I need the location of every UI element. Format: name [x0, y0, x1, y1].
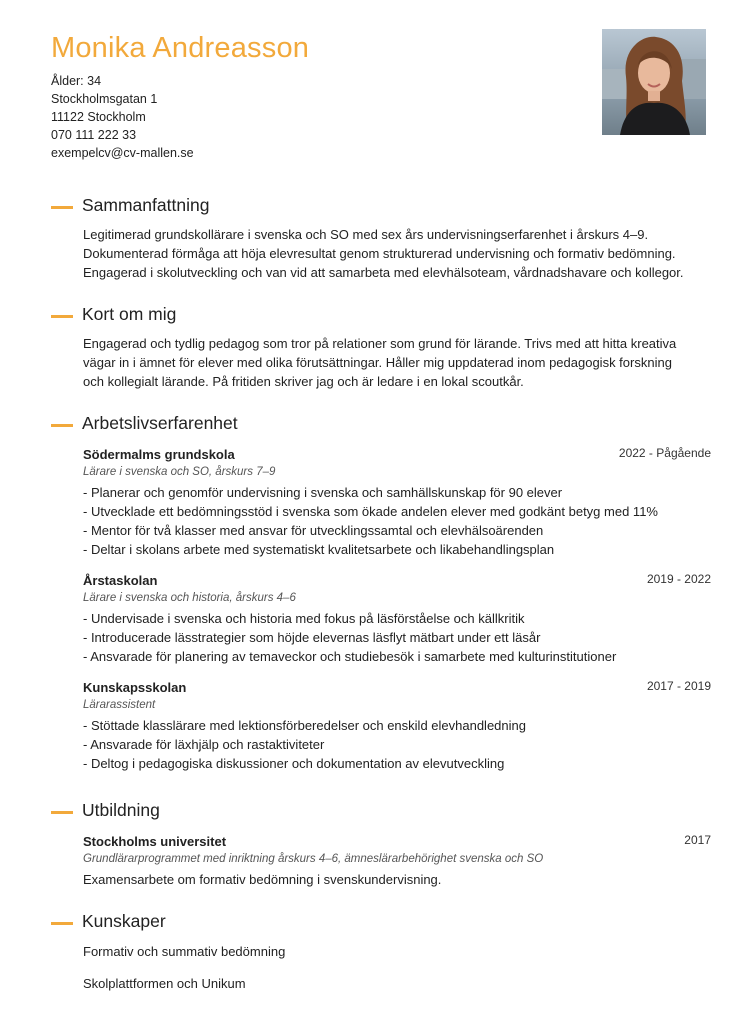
job-entry: [83, 572, 711, 666]
section-accent-bar: [51, 424, 73, 427]
job-bullet: - Ansvarade för planering av temaveckor och studiebesök i samarbete med kulturinstitutioner: [83, 649, 617, 664]
profile-photo: [602, 29, 706, 135]
section-accent-bar: [51, 922, 73, 925]
job-entry: [83, 446, 711, 559]
section-accent-bar: [51, 811, 73, 814]
summary-text: [83, 225, 711, 282]
experience-header: [51, 413, 711, 437]
summary-line: Legitimerad grundskollärare i svenska och SO med sex års undervisningserfarenhet i årskurs 4–9.: [83, 227, 649, 242]
about-header: [51, 304, 711, 328]
job-employer: Årstaskolan: [83, 573, 158, 588]
contact-age: Ålder: 34: [51, 74, 102, 88]
job-bullet: - Deltar i skolans arbete med systematiskt kvalitetsarbete och likabehandlingsplan: [83, 542, 555, 557]
skills-section: [51, 911, 711, 991]
job-bullet: - Planerar och genomför undervisning i svenska och samhällskunskap för 90 elever: [83, 485, 563, 500]
about-title: Kort om mig: [82, 304, 177, 324]
section-accent-bar: [51, 206, 73, 209]
about-text: [83, 334, 711, 391]
section-accent-bar: [51, 315, 73, 318]
skills-title: Kunskaper: [82, 911, 166, 931]
experience-section: [51, 413, 711, 773]
job-role: Lärare i svenska och historia, årskurs 4–6: [83, 592, 296, 604]
job-header: [83, 679, 711, 697]
job-bullet: - Utvecklade ett bedömningsstöd i svenska som ökade andelen elever med godkänt betyg med 11%: [83, 504, 658, 519]
job-header: [83, 572, 711, 590]
contact-city: 11122 Stockholm: [51, 110, 146, 124]
job-dates: 2017 - 2019: [646, 679, 711, 693]
job-bullet: - Stöttade klasslärare med lektionsförberedelser och enskild elevhandledning: [83, 718, 526, 733]
job-role: Lärare i svenska och SO, årskurs 7–9: [83, 466, 276, 478]
contact-email: exempelcv@cv-mallen.se: [51, 146, 194, 160]
skill-item: Skolplattformen och Unikum: [83, 976, 246, 991]
summary-title: Sammanfattning: [82, 195, 210, 215]
job-bullet: - Deltog i pedagogiska diskussioner och dokumentation av elevutveckling: [83, 756, 505, 771]
job-bullets: [83, 716, 711, 773]
education-program: Grundlärarprogrammet med inriktning årskurs 4–6, ämneslärarbehörighet svenska och SO: [83, 853, 544, 865]
summary-header: [51, 195, 711, 219]
job-entry: [83, 679, 711, 773]
contact-street: Stockholmsgatan 1: [51, 92, 158, 106]
job-employer: Södermalms grundskola: [83, 447, 235, 462]
education-entry-header: [83, 833, 711, 851]
job-dates: 2022 - Pågående: [618, 446, 711, 460]
skill-item: Formativ och summativ bedömning: [83, 944, 286, 959]
education-header: [51, 800, 711, 824]
education-entry: [83, 833, 711, 889]
job-bullet: - Mentor för två klasser med ansvar för utvecklingssamtal och elevhälsoärenden: [83, 523, 544, 538]
contact-info: [51, 72, 194, 162]
education-year: 2017: [684, 833, 711, 847]
skills-header: [51, 911, 711, 935]
education-section: [51, 800, 711, 889]
job-employer: Kunskapsskolan: [83, 680, 187, 695]
job-bullets: [83, 609, 711, 666]
job-role: Lärarassistent: [83, 699, 156, 711]
job-header: [83, 446, 711, 464]
contact-phone: 070 111 222 33: [51, 128, 137, 142]
education-note: Examensarbete om formativ bedömning i svenskundervisning.: [83, 872, 442, 887]
about-section: [51, 304, 711, 391]
about-line: Engagerad och tydlig pedagog som tror på relationer som grund för lärande. Trivs med att hitta kreativa: [83, 336, 677, 351]
summary-line: Dokumenterad förmåga att höja elevresultat genom strukturerad undervisning och formativ bedömning.: [83, 246, 676, 261]
portrait-image: [602, 29, 706, 135]
education-school: Stockholms universitet: [83, 834, 227, 849]
education-title: Utbildning: [82, 800, 160, 820]
experience-title: Arbetslivserfarenhet: [82, 413, 238, 433]
candidate-name: Monika Andreasson: [51, 32, 310, 64]
job-bullet: - Ansvarade för läxhjälp och rastaktiviteter: [83, 737, 325, 752]
job-bullets: [83, 483, 711, 559]
job-dates: 2019 - 2022: [646, 572, 711, 586]
summary-section: [51, 195, 711, 282]
job-bullet: - Undervisade i svenska och historia med fokus på läsförståelse och källkritik: [83, 611, 525, 626]
about-line: vägar in i ämnet för elever med olika förutsättningar. Håller mig uppdaterad inom pedagogisk forskning: [83, 355, 672, 370]
summary-line: Engagerad i skolutveckling och van vid att samarbeta med elevhälsoteam, vårdnadshavare och kollegor.: [83, 265, 684, 280]
job-bullet: - Introducerade lässtrategier som höjde elevernas läsflyt mätbart under ett läsår: [83, 630, 541, 645]
about-line: och kollegialt lärande. På fritiden skriver jag och är ledare i en lokal scoutkår.: [83, 374, 524, 389]
